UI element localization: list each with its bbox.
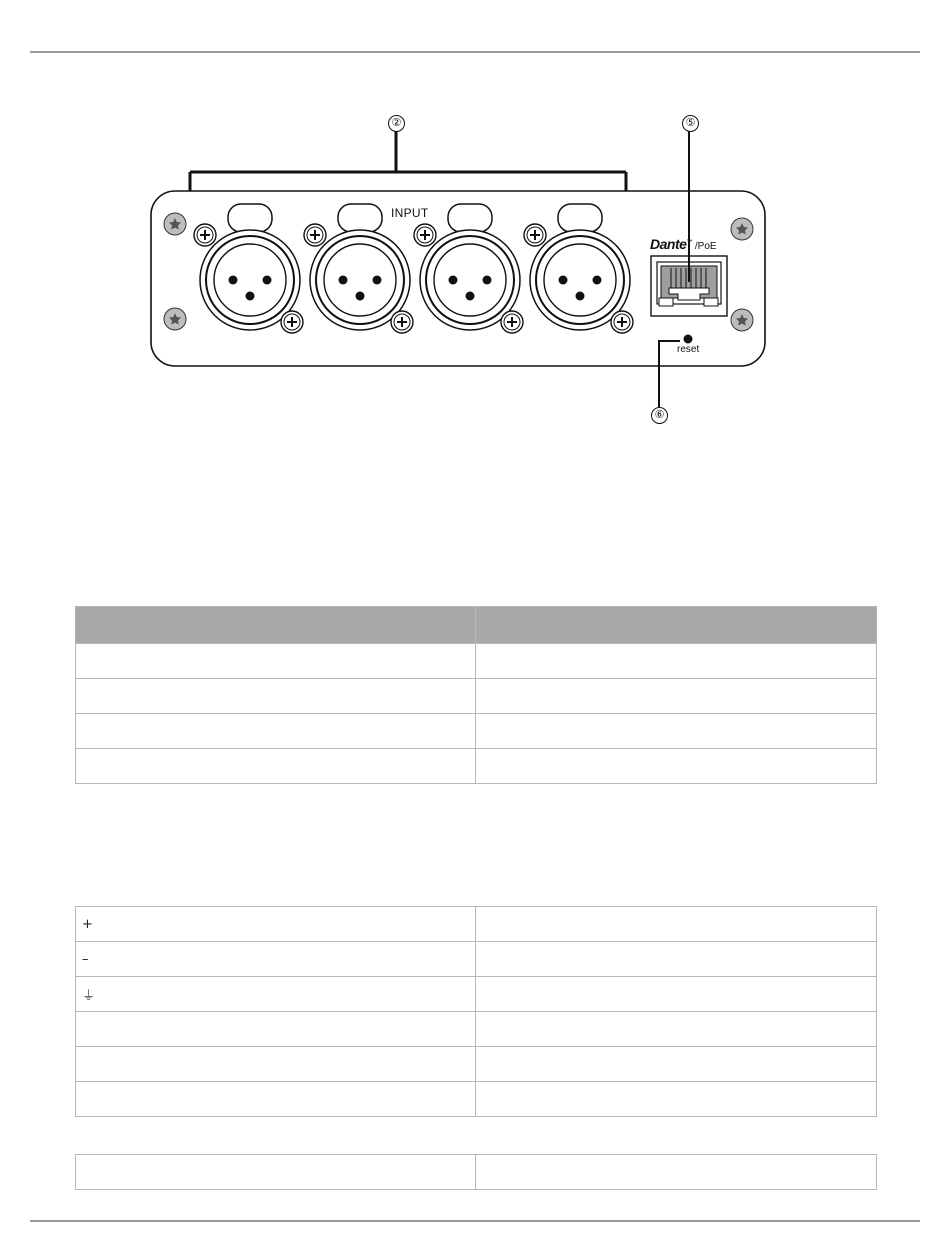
table-cell xyxy=(476,749,877,784)
spec-table-1 xyxy=(75,606,877,784)
table-cell xyxy=(476,644,877,679)
table-cell xyxy=(476,977,877,1012)
dante-poe-label xyxy=(650,236,717,252)
table-cell xyxy=(476,942,877,977)
minus-symbol: – xyxy=(76,942,476,977)
callout-2: ② xyxy=(388,115,405,132)
xlr-pin xyxy=(229,276,238,285)
table-row xyxy=(76,1012,877,1047)
table-row xyxy=(76,1082,877,1117)
connector-screw-icon xyxy=(611,311,633,333)
table-cell xyxy=(476,1155,877,1190)
xlr-pin xyxy=(373,276,382,285)
xlr-pin xyxy=(559,276,568,285)
table-row xyxy=(76,749,877,784)
table-row xyxy=(76,907,877,942)
xlr-pin xyxy=(576,292,585,301)
device-panel-figure xyxy=(0,0,950,440)
xlr-pin xyxy=(483,276,492,285)
connector-screw-icon xyxy=(501,311,523,333)
table-header-cell xyxy=(76,607,476,644)
input-label: INPUT xyxy=(391,206,429,220)
table-cell xyxy=(76,1047,476,1082)
connector-screw-icon xyxy=(391,311,413,333)
table-row xyxy=(76,1047,877,1082)
connector-screw-icon xyxy=(194,224,216,246)
table-row xyxy=(76,644,877,679)
table-cell xyxy=(476,1012,877,1047)
dante-logo-text: Dante xyxy=(650,236,687,252)
ground-icon: ⏚ xyxy=(76,977,476,1012)
table-header-cell xyxy=(476,607,877,644)
table-row xyxy=(76,977,877,1012)
connector-screw-icon xyxy=(281,311,303,333)
callout-5: ⑤ xyxy=(682,115,699,132)
table-cell xyxy=(476,714,877,749)
table-cell xyxy=(476,679,877,714)
table-cell xyxy=(76,714,476,749)
table-cell xyxy=(76,749,476,784)
poe-label: /PoE xyxy=(694,241,717,252)
table-row xyxy=(76,1155,877,1190)
table-row xyxy=(76,942,877,977)
rear-panel-illustration xyxy=(0,0,950,440)
xlr-pin xyxy=(449,276,458,285)
table-row xyxy=(76,714,877,749)
callout-6: ⑥ xyxy=(651,407,668,424)
table-cell xyxy=(76,1012,476,1047)
bottom-rule xyxy=(30,1220,920,1222)
table-cell xyxy=(476,907,877,942)
plus-symbol: + xyxy=(76,907,476,942)
table-cell xyxy=(476,1047,877,1082)
table-row xyxy=(76,679,877,714)
pin-table xyxy=(75,906,877,1117)
trademark-mark: ™ xyxy=(686,239,692,246)
xlr-pin xyxy=(339,276,348,285)
xlr-pin xyxy=(246,292,255,301)
table-header-row xyxy=(76,607,877,644)
table-cell xyxy=(476,1082,877,1117)
reset-label: reset xyxy=(677,344,700,355)
xlr-pin xyxy=(466,292,475,301)
table-cell xyxy=(76,1155,476,1190)
xlr-pin xyxy=(263,276,272,285)
connector-screw-icon xyxy=(414,224,436,246)
table-cell xyxy=(76,644,476,679)
table-cell xyxy=(76,679,476,714)
table-cell xyxy=(76,1082,476,1117)
connector-screw-icon xyxy=(524,224,546,246)
connector-screw-icon xyxy=(304,224,326,246)
reset-button xyxy=(684,335,693,344)
xlr-pin xyxy=(593,276,602,285)
spec-table-3 xyxy=(75,1154,877,1190)
xlr-pin xyxy=(356,292,365,301)
